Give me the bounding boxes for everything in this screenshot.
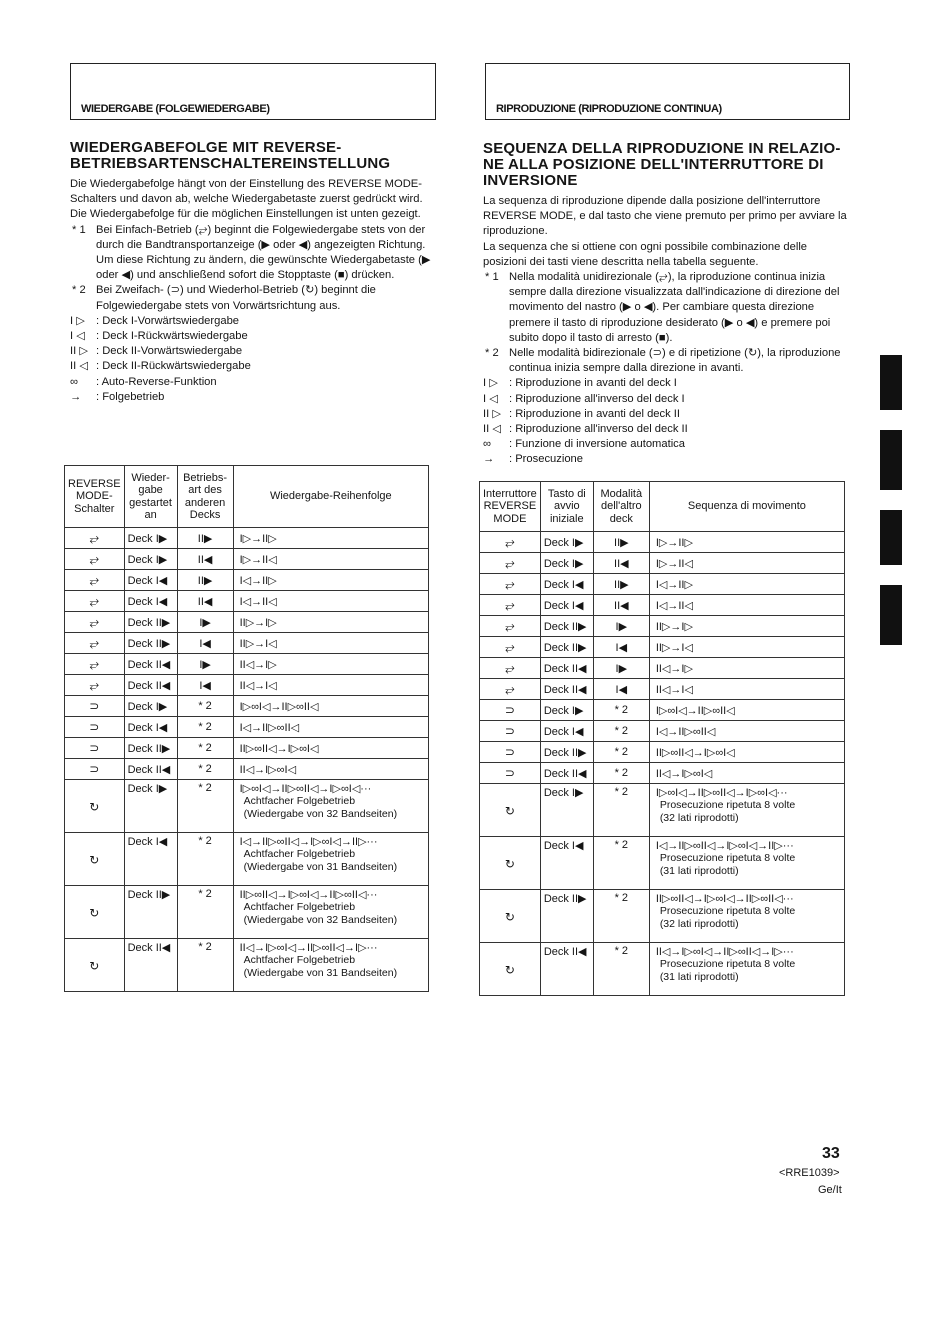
sequence-note: Prosecuzione ripetuta 8 volte [659,852,796,864]
mode-symbol-cell: ⊃ [480,742,541,763]
legend-description: : Funzione di inversione automatica [509,438,685,451]
left-legend-item [70,329,436,344]
sequence-note: Achtfacher Folgebetrieb [243,901,356,913]
table-row [65,780,429,833]
sequence-note: (Wiedergabe von 31 Bandseiten) [243,861,398,873]
table-header: REVERSE MODE-Schalter [65,466,125,528]
left-legend-item [70,359,436,374]
start-key-cell: Deck I◀ [540,837,593,890]
right-section-title [483,141,849,189]
sequence-text: I◁→II▷∞II◁ [239,721,300,734]
table-row [480,784,845,837]
other-deck-cell: * 2 [177,717,233,738]
table-row [480,943,845,996]
sequence-note: (31 lati riprodotti) [659,865,739,877]
table-row [480,742,845,763]
sequence-text: I▷→II◁ [239,553,277,566]
mode-symbol-cell: ⥂ [480,532,541,553]
mode-symbol-cell: ↻ [480,943,541,996]
legend-description: : Folgebetrieb [96,390,165,403]
other-deck-cell: * 2 [177,738,233,759]
table-row [65,633,429,654]
start-key-cell: Deck II▶ [124,738,177,759]
sequence-text: I◁→II◁ [655,599,693,612]
table-row [65,833,429,886]
legend-description: : Riproduzione all'inverso del deck II [509,423,688,436]
sequence-cell [649,837,844,890]
other-deck-cell: I▶ [593,616,649,637]
sequence-text: II▷∞II◁→I▷∞I◁→II▷∞II◁··· [655,893,794,905]
left-legend-item [70,390,436,405]
left-title-line-1: WIEDERGABEFOLGE MIT REVERSE- [70,139,342,156]
start-key-cell: Deck I▶ [124,696,177,717]
mode-symbol-cell: ⊃ [65,759,125,780]
mode-symbol-cell: ↻ [480,890,541,943]
legend-description: : Deck II-Rückwärtswiedergabe [96,360,251,373]
left-header-label: WIEDERGABE (FOLGEWIEDERGABE) [81,103,270,115]
table-row [480,658,845,679]
sequence-cell [649,574,844,595]
sequence-note: Achtfacher Folgebetrieb [243,848,356,860]
right-legend-item [483,422,849,437]
table-row [480,763,845,784]
right-title-line-2: NE ALLA POSIZIONE DELL'INTERRUTTORE DI [483,156,824,173]
other-deck-cell: * 2 [177,759,233,780]
mode-symbol-cell: ↻ [65,886,125,939]
sequence-text: I◁→II◁ [239,595,277,608]
mode-symbol-cell: ⥂ [480,553,541,574]
start-key-cell: Deck I▶ [540,784,593,837]
table-header: Tasto di avvio iniziale [540,482,593,532]
sequence-text: II◁→I◁ [239,679,277,692]
start-key-cell: Deck I◀ [124,717,177,738]
start-key-cell: Deck I◀ [540,574,593,595]
legend-symbol: II ▷ [70,345,88,358]
other-deck-cell: II▶ [593,532,649,553]
right-note-1-mark: * 1 [485,271,499,284]
legend-description: : Prosecuzione [509,453,584,466]
other-deck-cell: I◀ [177,675,233,696]
start-key-cell: Deck I▶ [540,532,593,553]
legend-description: : Deck II-Vorwärtswiedergabe [96,345,243,358]
other-deck-cell: II◀ [593,553,649,574]
sequence-text: II◁→I▷∞I◁ [655,767,713,780]
mode-symbol-cell: ⥂ [65,549,125,570]
other-deck-cell: II▶ [593,574,649,595]
sequence-cell [233,780,428,833]
sequence-cell [233,633,428,654]
sequence-note: (31 lati riprodotti) [659,971,739,983]
start-key-cell: Deck II◀ [540,679,593,700]
right-paragraph-1: La sequenza di riproduzione dipende dalla posizione dell'interruttore REVERSE MODE, e dal tasto che viene premuto per primo per avviare la riproduzione. [483,195,847,238]
table-row [65,696,429,717]
other-deck-cell: * 2 [593,784,649,837]
sequence-cell [233,939,428,992]
left-note-2-mark: * 2 [72,284,86,297]
left-note-2 [70,283,436,313]
sequence-cell [233,886,428,939]
right-sequence-table [479,481,845,996]
legend-symbol: I ◁ [70,330,85,343]
mode-symbol-cell: ⊃ [480,763,541,784]
mode-symbol-cell: ↻ [480,784,541,837]
mode-symbol-cell: ⥂ [65,612,125,633]
left-sequence-table [64,465,429,992]
mode-symbol-cell: ↻ [480,837,541,890]
legend-description: : Deck I-Vorwärtswiedergabe [96,314,240,327]
sequence-text: I▷∞I◁→II▷∞II◁→I▷∞I◁··· [239,783,372,795]
sequence-cell [649,784,844,837]
start-key-cell: Deck II▶ [124,886,177,939]
right-legend-item [483,452,849,467]
mode-symbol-cell: ⊃ [65,738,125,759]
sequence-note: (Wiedergabe von 32 Bandseiten) [243,808,398,820]
table-row [480,700,845,721]
legend-symbol: II ▷ [483,407,501,420]
table-row [65,612,429,633]
left-paragraph-2: Die Wiedergabefolge für die möglichen Einstellungen ist unten gezeigt. [70,208,421,221]
table-row [65,939,429,992]
left-legend-item [70,375,436,390]
other-deck-cell: II◀ [177,591,233,612]
start-key-cell: Deck I▶ [124,549,177,570]
table-row [65,654,429,675]
sequence-text: II◁→I▷ [239,658,277,671]
table-header: Modalità dell'altro deck [593,482,649,532]
legend-description: : Riproduzione in avanti del deck I [509,377,677,390]
sequence-cell [233,612,428,633]
language-code: Ge/It [818,1184,842,1196]
other-deck-cell: * 2 [593,890,649,943]
table-row [480,574,845,595]
sequence-text: I▷∞I◁→II▷∞II◁ [239,700,319,713]
sequence-cell [649,679,844,700]
start-key-cell: Deck I◀ [124,591,177,612]
table-row [65,738,429,759]
sequence-cell [649,700,844,721]
other-deck-cell: I▶ [177,612,233,633]
sequence-cell [233,570,428,591]
left-legend [70,314,436,405]
sequence-cell [649,658,844,679]
right-header-label: RIPRODUZIONE (RIPRODUZIONE CONTINUA) [496,103,722,115]
legend-symbol: → [483,453,495,466]
start-key-cell: Deck II▶ [540,616,593,637]
edge-index-marker [880,430,902,490]
sequence-text: I◁→II▷∞II◁→I▷∞I◁→II▷··· [239,836,378,848]
left-paragraph-1: Die Wiedergabefolge hängt von der Einstellung des REVERSE MODE-Schalters und davon ab, welche Wiedergabetaste zuerst gedrückt wird. [70,178,423,206]
table-row [65,675,429,696]
left-section-header [70,63,436,120]
other-deck-cell: II◀ [593,595,649,616]
sequence-text: II▷→I◁ [239,637,277,650]
sequence-text: I◁→II▷∞II◁ [655,725,716,738]
left-legend-item [70,344,436,359]
start-key-cell: Deck I▶ [540,553,593,574]
left-note-1 [70,223,436,284]
mode-symbol-cell: ⊃ [65,696,125,717]
sequence-text: I▷→II◁ [655,557,693,570]
legend-symbol: I ▷ [70,314,85,327]
sequence-cell [649,721,844,742]
left-note-2-text: Bei Zweifach- (⊃) und Wiederhol-Betrieb (↻) beginnt die Folgewiedergabe stets von Vorwärtsrichtung aus. [96,284,376,312]
other-deck-cell: II◀ [177,549,233,570]
start-key-cell: Deck I◀ [540,595,593,616]
right-column [483,141,849,468]
sequence-text: II▷∞II◁→I▷∞I◁ [655,746,735,759]
other-deck-cell: I▶ [593,658,649,679]
sequence-text: I▷∞I◁→II▷∞II◁ [655,704,735,717]
other-deck-cell: * 2 [177,780,233,833]
start-key-cell: Deck II▶ [540,637,593,658]
mode-symbol-cell: ↻ [65,939,125,992]
legend-symbol: ∞ [483,438,491,451]
sequence-text: II◁→I▷ [655,662,693,675]
document-code: <RRE1039> [779,1167,840,1179]
other-deck-cell: I◀ [177,633,233,654]
start-key-cell: Deck I▶ [124,528,177,549]
legend-symbol: → [70,390,82,403]
sequence-cell [233,833,428,886]
sequence-cell [233,717,428,738]
table-row [65,528,429,549]
sequence-text: I◁→II▷ [239,574,277,587]
other-deck-cell: * 2 [177,886,233,939]
start-key-cell: Deck II◀ [540,658,593,679]
mode-symbol-cell: ⥂ [65,591,125,612]
right-note-2 [483,346,849,376]
sequence-note: (Wiedergabe von 31 Bandseiten) [243,967,398,979]
sequence-cell [649,553,844,574]
mode-symbol-cell: ⥂ [65,654,125,675]
table-row [480,890,845,943]
other-deck-cell: I◀ [593,637,649,658]
mode-symbol-cell: ⥂ [480,637,541,658]
table-row [480,721,845,742]
page-number: 33 [822,1145,840,1162]
sequence-cell [233,549,428,570]
other-deck-cell: * 2 [177,696,233,717]
table-header: Betriebs-art des anderen Decks [177,466,233,528]
mode-symbol-cell: ⥂ [65,675,125,696]
sequence-note: (32 lati riprodotti) [659,918,739,930]
sequence-cell [649,763,844,784]
left-title-line-2: BETRIEBSARTENSCHALTEREINSTELLUNG [70,155,391,172]
table-row [480,532,845,553]
sequence-text: I◁→II▷ [655,578,693,591]
sequence-text: I◁→II▷∞II◁→I▷∞I◁→II▷··· [655,840,794,852]
sequence-cell [233,675,428,696]
table-row [65,886,429,939]
legend-symbol: ∞ [70,375,78,388]
right-title-line-3: INVERSIONE [483,172,578,189]
other-deck-cell: * 2 [593,721,649,742]
right-note-1-text: Nella modalità unidirezionale (⥂), la riproduzione continua inizia sempre dalla direzione visualizzata dall'indicazione di direzione del movimento del nastro (▶ o ◀). Per cambiare questa direzione premere il tasto di riproduzione desiderato (▶ o ◀) e premere poi subito dopo il tasto di arresto (■). [509,271,840,344]
start-key-cell: Deck II◀ [540,763,593,784]
legend-symbol: I ▷ [483,377,498,390]
legend-symbol: II ◁ [483,423,501,436]
mode-symbol-cell: ⊃ [480,721,541,742]
sequence-text: I▷∞I◁→II▷∞II◁→I▷∞I◁··· [655,787,788,799]
table-header: Wieder-gabe gestartet an [124,466,177,528]
sequence-cell [233,696,428,717]
mode-symbol-cell: ⥂ [65,633,125,654]
mode-symbol-cell: ↻ [65,833,125,886]
start-key-cell: Deck II◀ [124,939,177,992]
sequence-text: II▷→I▷ [655,620,693,633]
mode-symbol-cell: ⥂ [480,574,541,595]
sequence-cell [649,616,844,637]
sequence-cell [649,532,844,553]
start-key-cell: Deck I◀ [124,833,177,886]
table-header: Wiedergabe-Reihenfolge [233,466,428,528]
left-section-title [70,140,436,172]
other-deck-cell: * 2 [177,833,233,886]
right-note-2-mark: * 2 [485,347,499,360]
right-note-2-text: Nelle modalità bidirezionale (⊃) e di ripetizione (↻), la riproduzione continua inizia sempre dalla direzione in avanti. [509,347,841,375]
sequence-note: Prosecuzione ripetuta 8 volte [659,905,796,917]
legend-description: : Deck I-Rückwärtswiedergabe [96,330,248,343]
mode-symbol-cell: ⥂ [65,570,125,591]
sequence-cell [649,943,844,996]
table-row [65,591,429,612]
other-deck-cell: * 2 [177,939,233,992]
legend-symbol: II ◁ [70,360,88,373]
sequence-text: II▷∞II◁→I▷∞I◁→II▷∞II◁··· [239,889,378,901]
sequence-cell [649,742,844,763]
start-key-cell: Deck II▶ [540,742,593,763]
right-legend-item [483,437,849,452]
right-legend-item [483,407,849,422]
other-deck-cell: * 2 [593,837,649,890]
sequence-cell [233,528,428,549]
left-legend-item [70,314,436,329]
legend-description: : Riproduzione in avanti del deck II [509,407,681,420]
sequence-text: II▷→I▷ [239,616,277,629]
sequence-text: II◁→I▷∞I◁ [239,763,297,776]
other-deck-cell: I◀ [593,679,649,700]
left-note-1-text: Bei Einfach-Betrieb (⥂) beginnt die Folgewiedergabe stets von der durch die Bandtransportanzeige (▶ oder ◀) angezeigten Richtung. Um diese Richtung zu ändern, die gewünschte Wiedergabetaste (▶ oder ◀) und anschließend sofort die Stopptaste (■) drücken. [96,223,431,282]
start-key-cell: Deck I◀ [124,570,177,591]
right-paragraph-2: La sequenza che si ottiene con ogni possibile combinazione delle posizioni dei tasti viene descritta nella tabella seguente. [483,240,808,268]
table-row [480,595,845,616]
table-row [480,616,845,637]
start-key-cell: Deck II▶ [540,890,593,943]
right-note-1 [483,270,849,346]
table-row [480,837,845,890]
table-row [65,717,429,738]
mode-symbol-cell: ⥂ [480,679,541,700]
other-deck-cell: * 2 [593,943,649,996]
table-row [65,759,429,780]
start-key-cell: Deck II◀ [540,943,593,996]
sequence-text: II◁→I▷∞I◁→II▷∞II◁→I▷··· [239,942,378,954]
start-key-cell: Deck II◀ [124,675,177,696]
left-note-1-mark: * 1 [72,223,86,236]
mode-symbol-cell: ⥂ [65,528,125,549]
mode-symbol-cell: ⊃ [65,717,125,738]
sequence-cell [233,759,428,780]
other-deck-cell: * 2 [593,763,649,784]
mode-symbol-cell: ⥂ [480,616,541,637]
sequence-cell [233,654,428,675]
mode-symbol-cell: ⥂ [480,658,541,679]
edge-index-marker [880,355,902,410]
right-title-line-1: SEQUENZA DELLA RIPRODUZIONE IN RELAZIO- [483,140,841,157]
sequence-text: I▷→II▷ [655,536,693,549]
sequence-text: II◁→I▷∞I◁→II▷∞II◁→I▷··· [655,946,794,958]
sequence-cell [649,637,844,658]
start-key-cell: Deck I▶ [540,700,593,721]
other-deck-cell: II▶ [177,528,233,549]
sequence-cell [233,591,428,612]
table-row [65,549,429,570]
edge-index-marker [880,510,902,565]
sequence-cell [233,738,428,759]
start-key-cell: Deck II◀ [124,654,177,675]
sequence-text: II◁→I◁ [655,683,693,696]
other-deck-cell: II▶ [177,570,233,591]
left-column [70,140,436,405]
sequence-note: Achtfacher Folgebetrieb [243,795,356,807]
right-legend-item [483,376,849,391]
other-deck-cell: * 2 [593,742,649,763]
start-key-cell: Deck II◀ [124,759,177,780]
mode-symbol-cell: ⊃ [480,700,541,721]
start-key-cell: Deck I▶ [124,780,177,833]
table-row [480,637,845,658]
sequence-note: Achtfacher Folgebetrieb [243,954,356,966]
sequence-note: Prosecuzione ripetuta 8 volte [659,799,796,811]
legend-description: : Auto-Reverse-Funktion [96,375,217,388]
table-row [480,679,845,700]
table-header: Interruttore REVERSE MODE [480,482,541,532]
right-legend-item [483,392,849,407]
start-key-cell: Deck I◀ [540,721,593,742]
table-header: Sequenza di movimento [649,482,844,532]
sequence-cell [649,890,844,943]
other-deck-cell: I▶ [177,654,233,675]
table-row [480,553,845,574]
sequence-note: (32 lati riprodotti) [659,812,739,824]
legend-description: : Riproduzione all'inverso del deck I [509,392,685,405]
table-row [65,570,429,591]
sequence-text: II▷→I◁ [655,641,693,654]
edge-index-marker [880,585,902,645]
start-key-cell: Deck II▶ [124,612,177,633]
legend-symbol: I ◁ [483,392,498,405]
sequence-cell [649,595,844,616]
sequence-text: I▷→II▷ [239,532,277,545]
mode-symbol-cell: ⥂ [480,595,541,616]
mode-symbol-cell: ↻ [65,780,125,833]
sequence-note: (Wiedergabe von 32 Bandseiten) [243,914,398,926]
sequence-note: Prosecuzione ripetuta 8 volte [659,958,796,970]
right-legend [483,376,849,467]
right-section-header [485,63,850,120]
start-key-cell: Deck II▶ [124,633,177,654]
other-deck-cell: * 2 [593,700,649,721]
sequence-text: II▷∞II◁→I▷∞I◁ [239,742,319,755]
